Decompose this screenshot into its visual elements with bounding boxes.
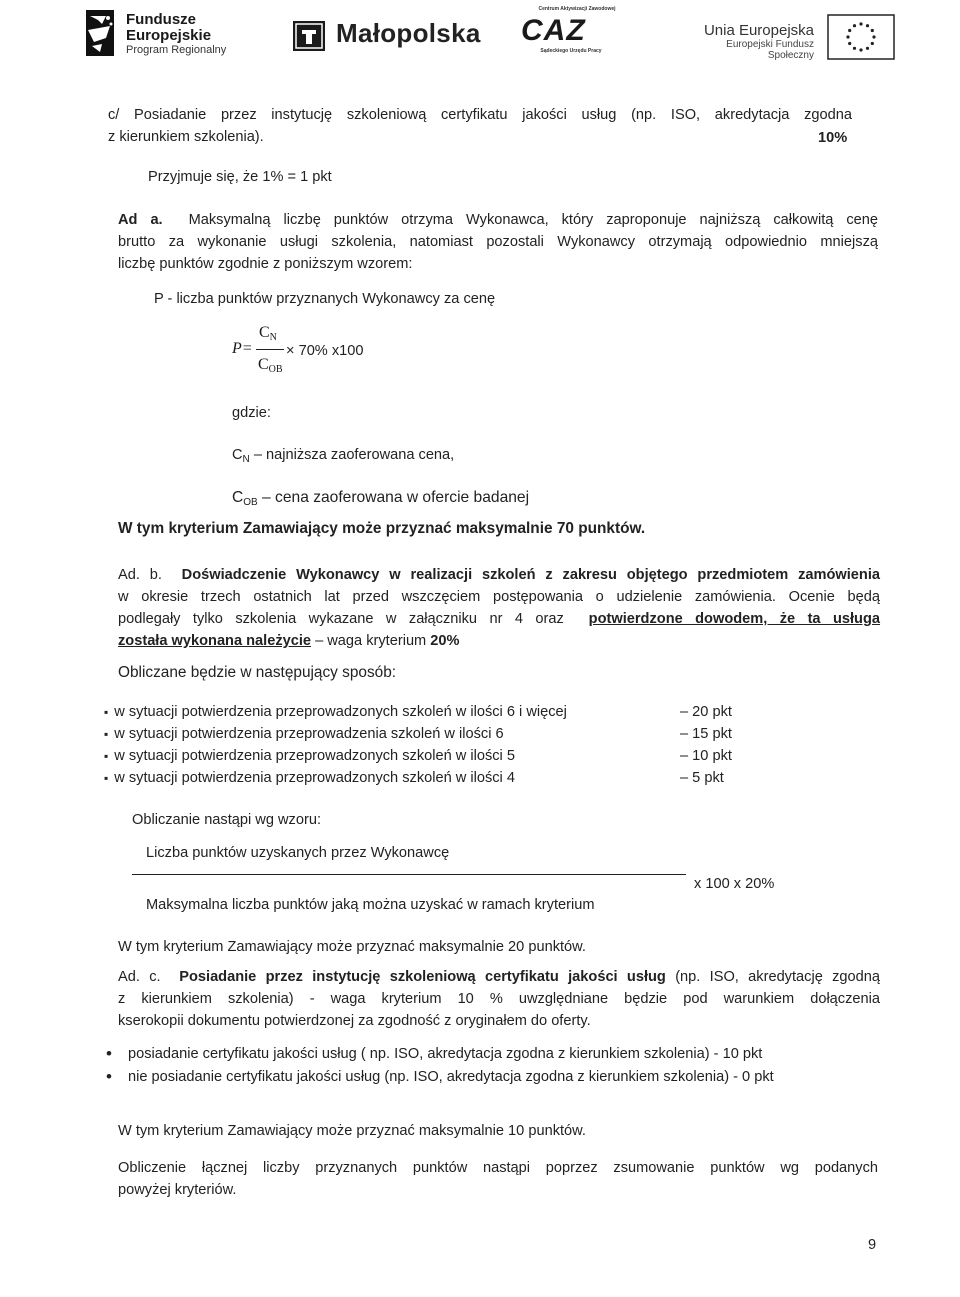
list-item <box>104 767 784 789</box>
ad-b-item-text: w sytuacji potwierdzenia przeprowadzenia szkoleń w ilości 6 <box>114 726 504 742</box>
caz-logo <box>515 4 625 62</box>
formula-numerator <box>259 324 277 343</box>
fe-line2: Europejskie <box>126 27 212 44</box>
ad-b-max-points: W tym kryterium Zamawiający może przyznać maksymalnie 20 punktów. <box>118 939 586 955</box>
formula-den-sym: C <box>258 356 269 373</box>
ad-c-paragraph <box>118 966 880 1032</box>
ad-b-item-points: – 10 pkt <box>680 748 732 764</box>
eu-flag <box>827 14 895 60</box>
page-header <box>0 0 960 80</box>
formula-fraction-bar <box>256 349 284 350</box>
ad-b-formula-fraction-bar <box>132 874 686 875</box>
ad-b-line4a: została wykonana należycie <box>118 633 312 649</box>
ad-c-line1 <box>118 966 880 988</box>
ad-b-line4c: 20% <box>430 633 460 649</box>
summary-line1: Obliczenie łącznej liczby przyznanych punktów nastąpi poprzez zsumowanie punktów wg podanych <box>118 1160 878 1176</box>
ad-a-p-definition: P - liczba punktów przyznanych Wykonawcy za cenę <box>154 291 496 307</box>
eu-stars-flag-icon <box>827 14 895 60</box>
fundusze-europejskie-logo <box>80 8 120 60</box>
formula-p: P= <box>232 340 253 357</box>
formula-num-sub: N <box>269 332 277 343</box>
ad-b-formula-numerator: Liczba punktów uzyskanych przez Wykonawcę <box>146 845 450 861</box>
cn-subscript: N <box>242 454 250 465</box>
formula-num-sym: C <box>259 324 270 341</box>
ad-b-item-points: – 5 pkt <box>680 770 724 786</box>
summary-paragraph <box>118 1157 878 1201</box>
section-c-note: Przyjmuje się, że 1% = 1 pkt <box>148 169 332 185</box>
ue-sub: Europejski Fundusz Społeczny <box>726 39 814 61</box>
cob-subscript: OB <box>243 497 258 508</box>
ad-b-title: Doświadczenie Wykonawcy w realizacji szkoleń z zakresu objętego przedmiotem zamówienia <box>181 567 880 583</box>
ad-b-line3a: podlegały tylko szkolenia wykazane w załączniku nr 4 oraz <box>118 611 564 627</box>
formula-multiplier: × 70% x100 <box>286 343 364 359</box>
list-item: • nie posiadanie certyfikatu jakości usług (np. ISO, akredytacja zgodna z kierunkiem szkolenia) - 0 pkt <box>128 1066 868 1089</box>
malopolska-crest-icon <box>292 20 326 52</box>
ad-b-item-text: w sytuacji potwierdzenia przeprowadzonych szkoleń w ilości 4 <box>114 770 515 786</box>
ad-b-calc-intro: Obliczane będzie w następujący sposób: <box>118 664 397 681</box>
ad-b-line4 <box>118 630 880 652</box>
ad-a-line3: liczbę punktów zgodnie z poniższym wzorem: <box>118 256 413 272</box>
ue-title: Unia Europejska <box>703 22 814 39</box>
cob-symbol: C <box>232 489 244 506</box>
list-item <box>104 723 784 745</box>
cob-text: – cena zaoferowana w ofercie badanej <box>257 489 530 506</box>
ad-b-line3 <box>118 608 880 630</box>
fe-line3: Program Regionalny <box>126 44 227 56</box>
malopolska-emblem <box>292 20 326 52</box>
price-formula <box>232 322 432 384</box>
ad-b-line2: w okresie trzech ostatnich lat przed wszczęciem postępowania o udzielenie zamówienia. Ocenie będą <box>118 589 880 605</box>
ad-c-line2: z kierunkiem szkolenia) - waga kryterium 10 % uwzględniane będzie pod warunkiem dołączenia <box>118 991 880 1007</box>
fe-emblem-icon <box>80 8 120 60</box>
ad-b-item-text: w sytuacji potwierdzenia przeprowadzonych szkoleń w ilości 6 i więcej <box>114 704 567 720</box>
ad-b-line4b: – waga kryterium <box>311 633 431 649</box>
ad-b-formula-denominator: Maksymalna liczba punktów jaką można uzyskać w ramach kryterium <box>146 897 595 913</box>
ad-b-paragraph <box>118 564 880 652</box>
ad-b-line3b: potwierdzone dowodem, że ta usługa <box>588 611 881 627</box>
ad-c-list <box>128 1043 868 1089</box>
gdzie-label: gdzie: <box>232 405 271 421</box>
ad-a-line1-text: Maksymalną liczbę punktów otrzyma Wykonawca, który zaproponuje najniższą całkowitą cenę <box>188 212 879 228</box>
cn-text: – najniższa zaoferowana cena, <box>249 447 455 463</box>
page-number: 9 <box>868 1237 877 1253</box>
ad-c-line1-rest: (np. ISO, akredytację zgodną <box>675 969 881 985</box>
cn-symbol: C <box>232 447 243 463</box>
ad-a-paragraph <box>118 209 878 275</box>
fe-line1: Fundusze <box>126 11 196 28</box>
caz-logo-bottom: Sądeckiego Urzędu Pracy <box>540 48 602 54</box>
ad-c-label: Ad. c. <box>118 969 161 985</box>
ad-c-max-points: W tym kryterium Zamawiający może przyznać maksymalnie 10 punktów. <box>118 1123 586 1139</box>
ad-c-line3: kserokopii dokumentu potwierdzonej za zgodność z oryginałem do oferty. <box>118 1013 591 1029</box>
fe-text-block <box>126 12 226 56</box>
ad-a-max-points: W tym kryterium Zamawiający może przyznać maksymalnie 70 punktów. <box>118 520 646 537</box>
section-c-line1: c/ Posiadanie przez instytucję szkoleniową certyfikatu jakości usług (np. ISO, akredytacja zgodna <box>108 107 852 123</box>
list-item <box>104 701 784 723</box>
formula-den-sub: OB <box>268 364 283 375</box>
ad-b-line1 <box>118 564 880 586</box>
ad-b-label: Ad. b. <box>118 567 162 583</box>
ad-a-label: Ad a. <box>118 212 163 228</box>
malopolska-wordmark: Małopolska <box>336 18 481 48</box>
ad-b-item-points: – 15 pkt <box>680 726 732 742</box>
summary-line2: powyżej kryteriów. <box>118 1182 237 1198</box>
caz-logo-top: Centrum Aktywizacji Zawodowej <box>538 6 616 12</box>
section-c-weight: 10% <box>818 130 848 146</box>
ad-a-line2: brutto za wykonanie usługi szkolenia, natomiast pozostali Wykonawcy otrzymają odpowiednio mniejszą <box>118 234 878 250</box>
caz-logo-wordmark: CAZ <box>521 14 586 47</box>
list-item <box>104 745 784 767</box>
ue-text-block <box>680 22 814 61</box>
ad-b-points-list <box>104 701 784 789</box>
section-c-line2: z kierunkiem szkolenia). <box>108 129 264 145</box>
cob-definition <box>232 487 529 514</box>
list-item: • posiadanie certyfikatu jakości usług ( np. ISO, akredytacja zgodna z kierunkiem szkolenia) - 10 pkt <box>128 1043 868 1066</box>
ad-c-title: Posiadanie przez instytucję szkoleniową certyfikatu jakości usług <box>179 969 666 985</box>
ad-b-item-points: – 20 pkt <box>680 704 732 720</box>
ad-b-item-text: w sytuacji potwierdzenia przeprowadzonych szkoleń w ilości 5 <box>114 748 515 764</box>
formula-denominator <box>258 356 283 375</box>
ad-a-line1 <box>118 209 878 231</box>
cn-definition <box>232 444 454 471</box>
ad-b-formula-multiplier: x 100 x 20% <box>694 876 775 892</box>
ad-b-formula-intro: Obliczanie nastąpi wg wzoru: <box>132 812 321 828</box>
